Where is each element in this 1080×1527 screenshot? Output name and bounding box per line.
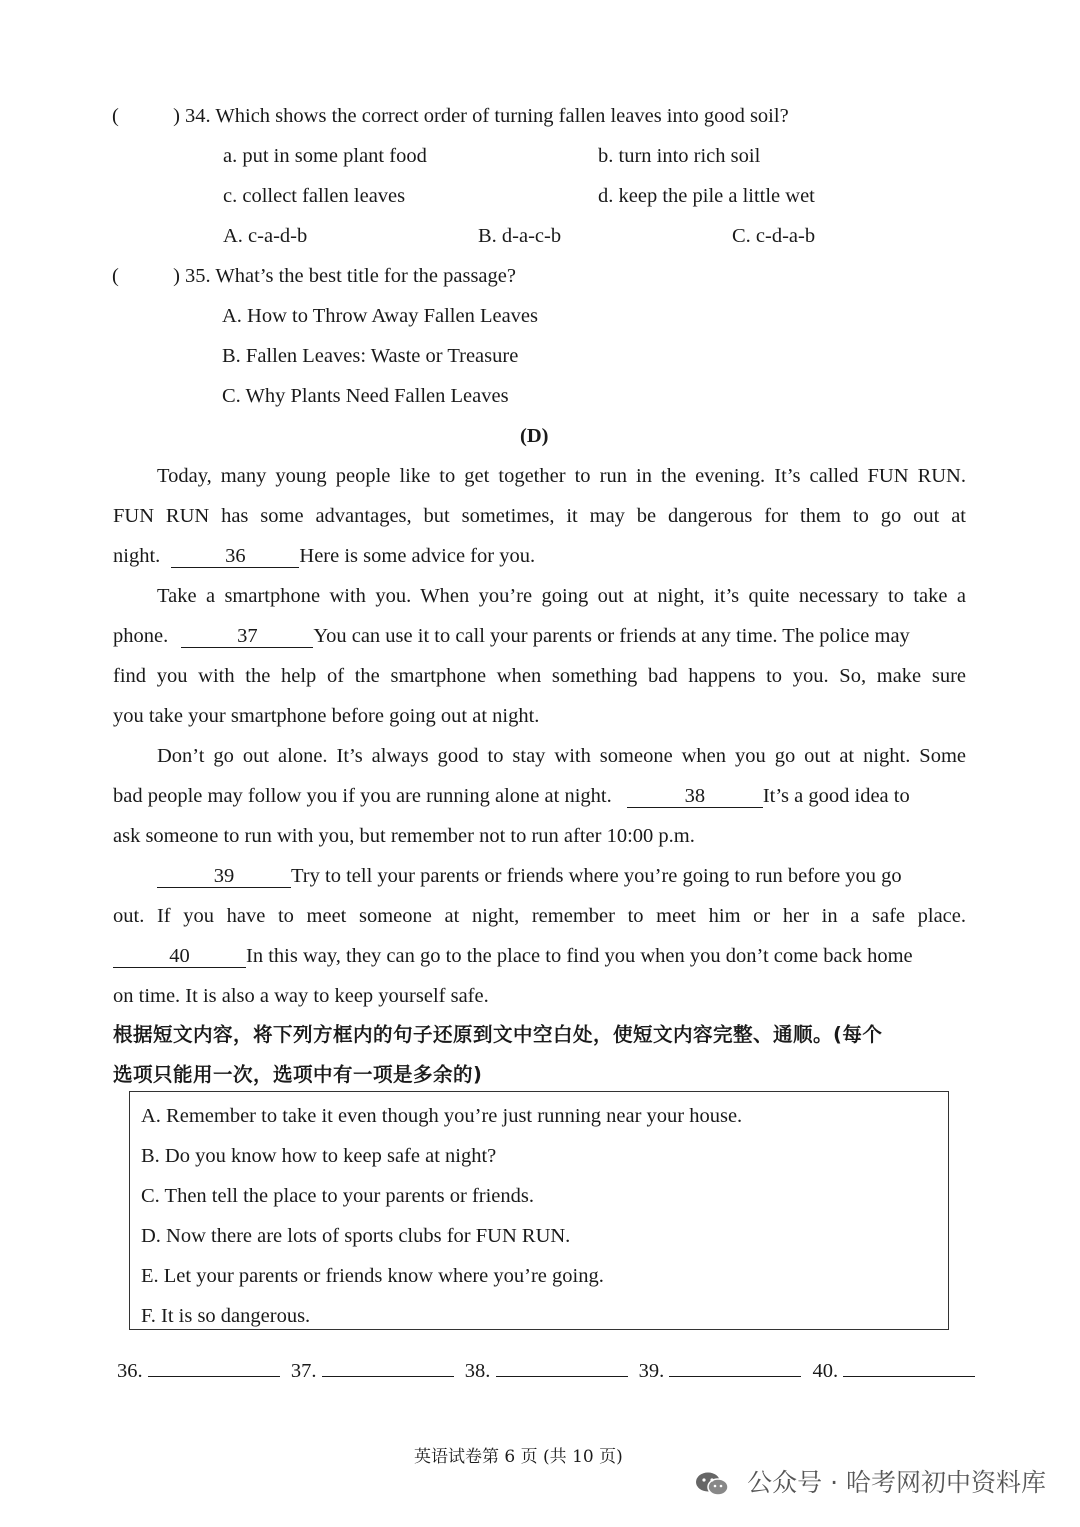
passage-p3-line3: ask someone to run with you, but remember not to run after 10:00 p.m.	[113, 825, 695, 847]
wechat-icon	[695, 1471, 729, 1497]
passage-p1-line3	[113, 543, 535, 569]
passage-p4-line4: on time. It is also a way to keep yourself safe.	[113, 985, 489, 1007]
passage-text: bad people may follow you if you are running alone at night.	[113, 785, 612, 807]
box-option-a: A. Remember to take it even though you’re just running near your house.	[141, 1105, 743, 1127]
answer-label-38: 38.	[464, 1360, 491, 1382]
passage-p2-line2	[113, 623, 910, 649]
box-option-b: B. Do you know how to keep safe at night?	[141, 1145, 497, 1167]
passage-text: In this way, they can go to the place to find you when you don’t come back home	[246, 945, 913, 967]
q35-option-c: C. Why Plants Need Fallen Leaves	[222, 385, 509, 407]
box-option-f: F. It is so dangerous.	[141, 1305, 311, 1327]
q34-option-b: B. d-a-c-b	[478, 225, 562, 247]
watermark	[695, 1463, 1046, 1499]
box-option-c: C. Then tell the place to your parents or friends.	[141, 1185, 534, 1207]
q35-option-a: A. How to Throw Away Fallen Leaves	[222, 305, 538, 327]
answer-label-36: 36.	[117, 1360, 143, 1382]
q35-option-b: B. Fallen Leaves: Waste or Treasure	[222, 345, 519, 367]
q34-stem: 34. Which shows the correct order of turning fallen leaves into good soil?	[185, 105, 789, 127]
passage-text: Here is some advice for you.	[299, 545, 536, 567]
passage-text: It’s a good idea to	[762, 785, 910, 807]
q35-stem: 35. What’s the best title for the passage?	[185, 265, 516, 287]
q35-paren-open: (	[112, 265, 119, 287]
answer-blank-40[interactable]	[843, 1356, 975, 1377]
passage-text: You can use it to call your parents or friends at any time. The police may	[313, 625, 910, 647]
answer-blank-37[interactable]	[322, 1356, 454, 1377]
answer-label-40: 40.	[812, 1360, 839, 1382]
q35-paren-close: )	[173, 265, 180, 287]
blank-37: 37	[181, 625, 313, 648]
q34-option-a: A. c-a-d-b	[223, 225, 308, 247]
q34-item-d: d. keep the pile a little wet	[598, 185, 815, 207]
passage-p3-line1: Don’t go out alone. It’s always good to stay with someone when you go out at night. Some	[157, 745, 966, 767]
q34-item-a: a. put in some plant food	[223, 145, 427, 167]
answer-row	[117, 1356, 981, 1384]
section-heading: (D)	[520, 425, 549, 447]
passage-p4-line2: out. If you have to meet someone at night, remember to meet him or her in a safe place.	[113, 905, 966, 927]
passage-p1-line2: FUN RUN has some advantages, but sometimes, it may be dangerous for them to go out at	[113, 505, 966, 527]
passage-text: Try to tell your parents or friends where you’re going to run before you go	[291, 865, 902, 887]
q34-paren-open: (	[112, 105, 119, 127]
instruction-line1: 根据短文内容，将下列方框内的句子还原到文中空白处，使短文内容完整、通顺。(每个	[113, 1023, 883, 1046]
passage-p2-line1: Take a smartphone with you. When you’re going out at night, it’s quite necessary to take a	[157, 585, 966, 607]
blank-38: 38	[627, 785, 763, 808]
watermark-text: 公众号 · 哈考网初中资料库	[747, 1468, 1046, 1497]
passage-p2-line4: you take your smartphone before going out at night.	[113, 705, 540, 727]
passage-p4-line3	[113, 943, 913, 969]
box-option-e: E. Let your parents or friends know where you’re going.	[141, 1265, 604, 1287]
passage-p2-line3: find you with the help of the smartphone when something bad happens to you. So, make sure	[113, 665, 966, 687]
passage-text: phone.	[113, 625, 169, 647]
answer-blank-38[interactable]	[496, 1356, 628, 1377]
instruction-line2: 选项只能用一次，选项中有一项是多余的)	[113, 1063, 483, 1086]
q35-stem-line	[112, 263, 516, 289]
answer-blank-39[interactable]	[669, 1356, 801, 1377]
answer-blank-36[interactable]	[148, 1356, 280, 1377]
box-option-d: D. Now there are lots of sports clubs for FUN RUN.	[141, 1225, 571, 1247]
blank-40: 40	[113, 945, 246, 968]
q34-item-b: b. turn into rich soil	[598, 145, 761, 167]
answer-label-39: 39.	[638, 1360, 665, 1382]
q34-stem-line	[112, 103, 789, 129]
passage-text: night.	[113, 545, 161, 567]
q34-option-c: C. c-d-a-b	[732, 225, 816, 247]
passage-p1-line1: Today, many young people like to get together to run in the evening. It’s called FUN RUN.	[157, 465, 966, 487]
passage-p4-line1	[157, 863, 902, 889]
blank-36: 36	[171, 545, 299, 568]
blank-39: 39	[157, 865, 291, 888]
page-footer: 英语试卷第 6 页 (共 10 页)	[414, 1447, 623, 1467]
q34-item-c: c. collect fallen leaves	[223, 185, 406, 207]
q34-paren-close: )	[173, 105, 180, 127]
answer-label-37: 37.	[290, 1360, 317, 1382]
passage-p3-line2	[113, 783, 910, 809]
